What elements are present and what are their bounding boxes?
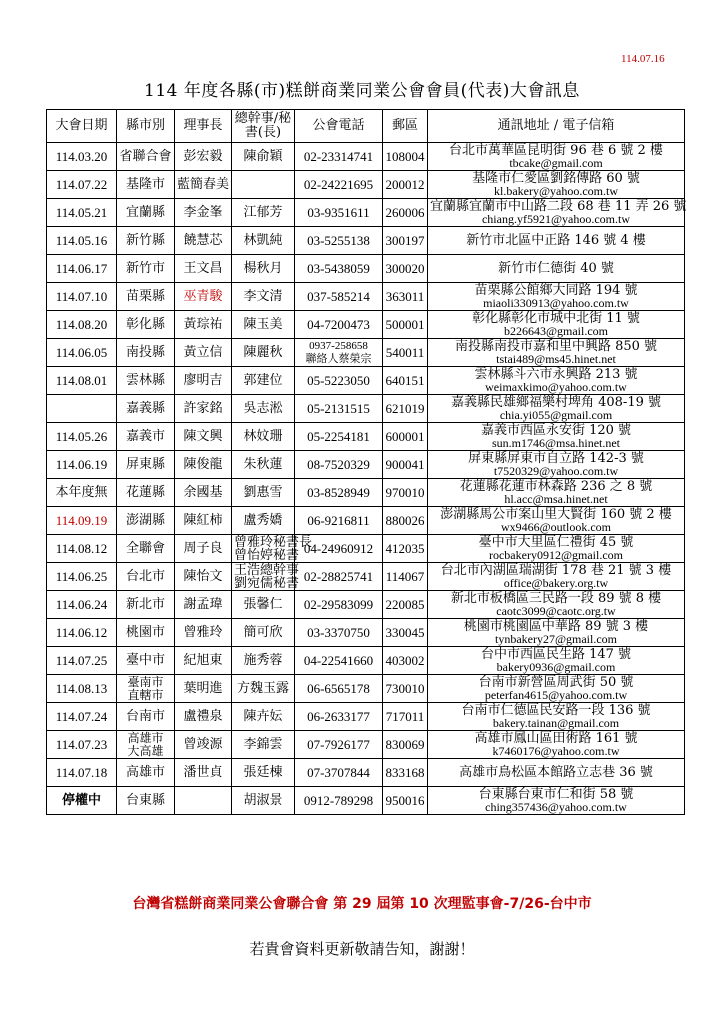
cell-secretary: 吳志淞 [232,395,295,423]
cell-phone: 02-24221695 [295,171,383,199]
cell-date: 114.07.25 [47,647,117,675]
cell-zip: 717011 [383,703,428,731]
cell-address [428,143,685,171]
cell-date: 114.08.12 [47,535,117,563]
email-text: weimaxkimo@yahoo.com.tw [485,379,627,394]
cell-county: 彰化縣 [117,311,175,339]
cell-secretary: 施秀蓉 [232,647,295,675]
cell-chair: 陳怡文 [175,563,232,591]
table-row [47,479,685,507]
cell-county: 雲林縣 [117,367,175,395]
email-text: bakery.tainan@gmail.com [492,715,620,730]
cell-phone: 04-7200473 [295,311,383,339]
cell-phone: 05-5223050 [295,367,383,395]
cell-chair: 潘世貞 [175,759,232,787]
cell-date: 114.07.23 [47,731,117,759]
email-text: hl.acc@msa.hinet.net [504,491,608,506]
cell-secretary: 陳卉妘 [232,703,295,731]
cell-address [428,171,685,199]
cell-address [428,227,685,255]
cell-zip: 540011 [383,339,428,367]
cell-date: 114.06.17 [47,255,117,283]
cell-secretary: 胡淑景 [232,787,295,815]
cell-zip: 300020 [383,255,428,283]
cell-date: 114.08.01 [47,367,117,395]
cell-address [428,395,685,423]
cell-phone: 06-6565178 [295,675,383,703]
header-date: 大會日期 [47,110,117,143]
cell-address [428,311,685,339]
table-row [47,647,685,675]
cell-date: 114.06.12 [47,619,117,647]
cell-zip: 363011 [383,283,428,311]
cell-secretary: 張廷棟 [232,759,295,787]
address-text: 基隆市仁愛區劉銘傳路 60 號 [472,170,640,186]
cell-county: 桃園市 [117,619,175,647]
cell-date: 114.07.10 [47,283,117,311]
cell-county: 台北市 [117,563,175,591]
cell-zip: 412035 [383,535,428,563]
header-county: 縣市別 [117,110,175,143]
cell-date: 114.09.19 [47,507,117,535]
cell-secretary: 林凱純 [232,227,295,255]
cell-zip: 403002 [383,647,428,675]
table-row [47,339,685,367]
email-text: tbcake@gmail.com [509,155,603,170]
county-line-2: 大高雄 [127,743,164,758]
header-chair: 理事長 [175,110,232,143]
cell-chair: 廖明吉 [175,367,232,395]
cell-county [117,731,175,759]
cell-address [428,423,685,451]
cell-zip: 330045 [383,619,428,647]
cell-secretary: 簡可欣 [232,619,295,647]
cell-phone: 06-2633177 [295,703,383,731]
cell-chair: 周子良 [175,535,232,563]
cell-chair: 彭宏毅 [175,143,232,171]
document-title: 114 年度各縣(市)糕餅商業同業公會會員(代表)大會訊息 [144,81,580,101]
cell-address [428,451,685,479]
cell-address [428,283,685,311]
table-row [47,507,685,535]
secretary-line: 王浩總幹事 [234,562,300,578]
cell-address [428,759,685,787]
cell-chair: 藍簡春美 [175,171,232,199]
cell-county: 嘉義縣 [117,395,175,423]
cell-secretary [232,534,313,563]
cell-zip: 833168 [383,759,428,787]
email-text: kl.bakery@yahoo.com.tw [493,183,619,198]
address-text: 澎湖縣馬公市案山里大賢街 160 號 2 樓 [440,506,672,522]
address-text: 台北市萬華區昆明街 96 巷 6 號 2 樓 [449,142,663,158]
table-row [47,227,685,255]
cell-phone: 06-9216811 [295,507,383,535]
table-row [47,423,685,451]
cell-zip: 621019 [383,395,428,423]
cell-chair: 葉明進 [175,675,232,703]
cell-date: 114.06.19 [47,451,117,479]
cell-secretary: 李文清 [232,283,295,311]
cell-address [428,367,685,395]
cell-zip: 640151 [383,367,428,395]
cell-chair: 陳紅柿 [175,507,232,535]
cell-zip: 830069 [383,731,428,759]
cell-address [428,199,685,227]
table-row [47,535,685,563]
cell-address [428,675,685,703]
cell-zip: 950016 [383,787,428,815]
cell-chair: 李金峯 [175,199,232,227]
email-text: chia.yi055@gmail.com [499,407,613,422]
cell-chair: 余國基 [175,479,232,507]
county-line: 臺南市 [127,674,164,689]
cell-zip: 300197 [383,227,428,255]
cell-county: 苗栗縣 [117,283,175,311]
cell-date: 114.07.22 [47,171,117,199]
cell-chair: 謝孟瑋 [175,591,232,619]
email-text: office@bakery.org.tw [503,575,609,590]
table-row [47,619,685,647]
cell-chair: 盧禮泉 [175,703,232,731]
table-row [47,255,685,283]
table-row [47,395,685,423]
email-text: chiang.yf5921@yahoo.com.tw [481,211,631,226]
table-row [47,367,685,395]
cell-chair: 黃立信 [175,339,232,367]
cell-secretary: 陳俞穎 [232,143,295,171]
cell-chair: 陳俊龍 [175,451,232,479]
cell-phone: 03-9351611 [295,199,383,227]
cell-date: 114.06.24 [47,591,117,619]
cell-phone [295,339,383,367]
cell-secretary: 方魏玉露 [232,675,295,703]
email-text: wx9466@outlook.com [500,519,612,534]
address-text: 桃園市桃園區中華路 89 號 3 樓 [463,618,649,634]
cell-date: 114.08.13 [47,675,117,703]
cell-county [117,675,175,703]
meeting-roster-table [46,109,685,815]
email-text: k7460176@yahoo.com.tw [492,743,620,758]
cell-chair: 陳文興 [175,423,232,451]
cell-date: 114.05.16 [47,227,117,255]
cell-zip: 600001 [383,423,428,451]
email-text: t7520329@yahoo.com.tw [493,463,619,478]
cell-address [428,255,685,283]
cell-address [428,535,685,563]
cell-address [428,787,685,815]
cell-address [428,591,685,619]
cell-address [428,563,685,591]
cell-chair: 黃琮祐 [175,311,232,339]
cell-zip: 500001 [383,311,428,339]
cell-address [428,647,685,675]
table-body [47,143,685,815]
cell-date: 114.07.18 [47,759,117,787]
cell-phone: 02-23314741 [295,143,383,171]
cell-phone: 04-22541660 [295,647,383,675]
email-text: rocbakery0912@gmail.com [488,547,623,562]
cell-address [428,479,685,507]
table-row [47,563,685,591]
cell-phone: 07-7926177 [295,731,383,759]
cell-chair: 許家銘 [175,395,232,423]
cell-phone: 0912-789298 [295,787,383,815]
table-row [47,171,685,199]
header-secretary: 總幹事/秘書(長) [232,110,295,143]
cell-zip: 220085 [383,591,428,619]
cell-county: 高雄市 [117,759,175,787]
cell-phone: 05-2131515 [295,395,383,423]
document-date: 114.07.16 [621,53,665,65]
address-text: 新北市板橋區三民路一段 89 號 8 樓 [450,590,662,606]
table-row [47,283,685,311]
cell-address [428,339,685,367]
cell-county: 台南市 [117,703,175,731]
cell-zip: 880026 [383,507,428,535]
email-text: bakery0936@gmail.com [496,659,616,674]
cell-county: 南投縣 [117,339,175,367]
cell-date: 停權中 [47,787,117,815]
address-text: 台中市西區民生路 147 號 [480,646,632,662]
cell-county: 臺中市 [117,647,175,675]
cell-chair: 巫青駿 [175,283,232,311]
cell-zip: 108004 [383,143,428,171]
cell-county: 嘉義市 [117,423,175,451]
county-line: 高雄市 [127,730,164,745]
address-text: 臺中市大里區仁禮街 45 號 [478,534,634,550]
cell-secretary: 郭建位 [232,367,295,395]
cell-secretary: 陳麗秋 [232,339,295,367]
cell-address [428,703,685,731]
table-row [47,199,685,227]
cell-address [428,507,685,535]
cell-county: 基隆市 [117,171,175,199]
cell-phone: 03-5255138 [295,227,383,255]
email-text: ching357436@yahoo.com.tw [485,799,627,814]
cell-chair: 紀旭東 [175,647,232,675]
cell-county: 省聯合會 [117,143,175,171]
cell-secretary [232,171,295,199]
cell-phone: 04-24960912 [295,535,383,563]
cell-date [47,395,117,423]
cell-county: 花蓮縣 [117,479,175,507]
address-text: 高雄市鳳山區田術路 161 號 [474,730,638,746]
table-row [47,311,685,339]
cell-phone: 02-28825741 [295,563,383,591]
table-header-row [47,110,685,143]
county-line-2: 直轄市 [127,687,164,702]
cell-secretary: 張馨仁 [232,591,295,619]
cell-secretary: 林妏珊 [232,423,295,451]
cell-secretary: 盧秀嬌 [232,507,295,535]
address-text: 屏東縣屏東市自立路 142-3 號 [468,450,644,466]
cell-date: 114.03.20 [47,143,117,171]
cell-county: 宜蘭縣 [117,199,175,227]
email-text: sun.m1746@msa.hinet.net [491,435,621,450]
footer-update-request: 若貴會資料更新敬請告知，謝謝！ [249,940,475,958]
address-text: 台南市新營區周武街 50 號 [478,674,634,690]
cell-phone: 07-3707844 [295,759,383,787]
cell-secretary: 劉惠雪 [232,479,295,507]
header-zip: 郵區 [383,110,428,143]
cell-chair: 曾竣源 [175,731,232,759]
secretary-line: 曾雅玲秘書長 [234,534,313,550]
cell-secretary: 朱秋蓮 [232,451,295,479]
address-text: 嘉義縣民雄鄉福樂村埤角 408-19 號 [450,394,661,410]
address-text: 雲林縣斗六市永興路 213 號 [474,366,638,382]
cell-zip: 260006 [383,199,428,227]
email-text: b226643@gmail.com [503,323,609,338]
address-text: 南投縣南投市嘉和里中興路 850 號 [454,338,658,354]
email-text: miaoli330913@yahoo.com.tw [483,295,629,310]
cell-zip: 900041 [383,451,428,479]
address-text: 新竹市北區中正路 146 號 4 樓 [466,233,646,248]
header-phone: 公會電話 [295,110,383,143]
table-row [47,703,685,731]
email-text: tynbakery27@gmail.com [494,631,618,646]
phone-line: 0937-258658 [309,339,368,352]
table-row [47,731,685,759]
cell-zip: 730010 [383,675,428,703]
cell-county: 台東縣 [117,787,175,815]
table-row [47,591,685,619]
cell-date: 114.08.20 [47,311,117,339]
cell-date: 114.06.25 [47,563,117,591]
phone-contact: 聯絡人蔡榮宗 [305,352,372,365]
cell-county: 全聯會 [117,535,175,563]
cell-phone: 02-29583099 [295,591,383,619]
address-text: 台東縣台東市仁和街 58 號 [478,786,634,802]
cell-date: 本年度無 [47,479,117,507]
email-text: peterfan4615@yahoo.com.tw [484,687,628,702]
address-text: 高雄市鳥松區本館路立志巷 36 號 [459,765,653,780]
cell-county: 新竹市 [117,255,175,283]
cell-address [428,619,685,647]
header-address: 通訊地址 / 電子信箱 [428,110,685,143]
cell-date: 114.07.24 [47,703,117,731]
cell-phone: 05-2254181 [295,423,383,451]
cell-phone: 03-8528949 [295,479,383,507]
table-row [47,451,685,479]
cell-address [428,731,685,759]
email-text: caotc3099@caotc.org.tw [496,603,616,618]
address-text: 宜蘭縣宜蘭市中山路二段 68 巷 11 弄 26 號 [430,198,687,214]
table-row [47,787,685,815]
cell-secretary: 江郁芳 [232,199,295,227]
secretary-line-2: 劉宛儒秘書 [234,575,300,591]
cell-chair: 王文昌 [175,255,232,283]
cell-secretary: 李錦雲 [232,731,295,759]
address-text: 花蓮縣花蓮市林森路 236 之 8 號 [459,478,653,494]
cell-date: 114.05.21 [47,199,117,227]
address-text: 苗栗縣公館鄉大同路 194 號 [474,282,638,298]
cell-zip: 200012 [383,171,428,199]
cell-date: 114.05.26 [47,423,117,451]
table-row [47,759,685,787]
cell-phone: 03-3370750 [295,619,383,647]
cell-phone: 08-7520329 [295,451,383,479]
cell-secretary [232,562,300,591]
footer-meeting-note: 台灣省糕餅商業同業公會聯合會 第 29 屆第 10 次理監事會-7/26-台中市 [132,896,592,912]
cell-zip: 970010 [383,479,428,507]
secretary-line-2: 曾怡婷秘書 [234,547,300,563]
address-text: 彰化縣彰化市城中北街 11 號 [472,310,640,326]
cell-county: 澎湖縣 [117,507,175,535]
cell-secretary: 陳玉美 [232,311,295,339]
cell-date: 114.06.05 [47,339,117,367]
cell-phone: 03-5438059 [295,255,383,283]
table-row [47,675,685,703]
cell-chair: 曾雅玲 [175,619,232,647]
address-text: 台北市內湖區瑞湖街 178 巷 21 號 3 樓 [440,562,672,578]
email-text: tstai489@ms45.hinet.net [496,351,616,366]
cell-county: 新北市 [117,591,175,619]
address-text: 台南市仁德區民安路一段 136 號 [461,702,651,718]
table-row [47,143,685,171]
cell-phone: 037-585214 [295,283,383,311]
address-text: 新竹市仁德街 40 號 [498,261,614,276]
cell-zip: 114067 [383,563,428,591]
cell-chair: 饒慧芯 [175,227,232,255]
cell-county: 屏東縣 [117,451,175,479]
cell-county: 新竹縣 [117,227,175,255]
address-text: 嘉義市西區永安街 120 號 [480,422,632,438]
cell-secretary: 楊秋月 [232,255,295,283]
cell-chair [175,787,232,815]
